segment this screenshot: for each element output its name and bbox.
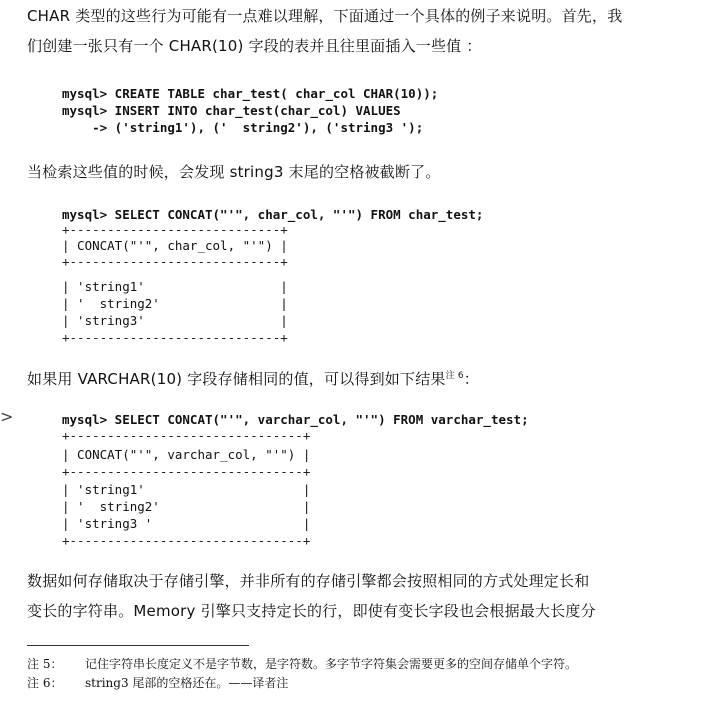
char-result-header-border: +----------------------------+ xyxy=(62,254,288,269)
paragraph-3-colon: ： xyxy=(463,370,479,388)
paragraph-4-line-2: 变长的字符串。Memory 引擎只支持定长的行，即使有变长字段也会根据最大长度分 xyxy=(27,602,596,620)
footnote-divider xyxy=(27,645,249,646)
varchar-result-bottom-border: +-------------------------------+ xyxy=(62,533,311,548)
char-result-bottom-border: +----------------------------+ xyxy=(62,330,288,345)
footnote-5-text: 记住字符串长度定义不是字节数，是字符数。多字节字符集会需要更多的空间存储单个字符。 xyxy=(85,657,578,671)
char-result-top-border: +----------------------------+ xyxy=(62,222,288,237)
paragraph-1-line-1: CHAR 类型的这些行为可能有一点难以理解，下面通过一个具体的例子来说明。首先，我 xyxy=(27,7,623,25)
char-result-row-1: | 'string1' | xyxy=(62,279,288,294)
char-result-row-2: | ' string2' | xyxy=(62,296,288,311)
char-result-header: | CONCAT("'", char_col, "'") | xyxy=(62,238,288,253)
paragraph-3 xyxy=(27,364,707,394)
paragraph-3-text: 如果用 VARCHAR(10) 字段存储相同的值，可以得到如下结果 xyxy=(27,370,446,388)
footnote-5 xyxy=(27,655,707,673)
footnote-6 xyxy=(27,674,707,692)
varchar-result-top-border: +-------------------------------+ xyxy=(62,428,311,443)
select-char-command: mysql> SELECT CONCAT("'", char_col, "'") FROM char_test; xyxy=(62,207,484,222)
varchar-result-row-3: | 'string3 ' | xyxy=(62,516,311,531)
select-varchar-command: mysql> SELECT CONCAT("'", varchar_col, "'") FROM varchar_test; xyxy=(62,412,529,427)
paragraph-1-line-2: 们创建一张只有一个 CHAR(10) 字段的表并且往里面插入一些值 ： xyxy=(27,37,482,55)
insert-values-line: -> ('string1'), (' string2'), ('string3 '); xyxy=(62,120,424,135)
varchar-result-header-border: +-------------------------------+ xyxy=(62,464,311,479)
varchar-result-header: | CONCAT("'", varchar_col, "'") | xyxy=(62,447,311,462)
create-table-command: mysql> CREATE TABLE char_test( char_col CHAR(10)); xyxy=(62,86,439,101)
paragraph-4-line-1: 数据如何存储取决于存储引擎，并非所有的存储引擎都会按照相同的方式处理定长和 xyxy=(27,572,590,590)
footnote-6-label: 注 6： xyxy=(27,676,63,690)
footnote-6-text: string3 尾部的空格还在。——译者注 xyxy=(85,676,289,690)
insert-command: mysql> INSERT INTO char_test(char_col) VALUES xyxy=(62,103,401,118)
varchar-result-row-2: | ' string2' | xyxy=(62,499,311,514)
footnote-5-label: 注 5： xyxy=(27,657,63,671)
char-result-row-3: | 'string3' | xyxy=(62,313,288,328)
margin-marker: > xyxy=(0,407,14,426)
varchar-result-row-1: | 'string1' | xyxy=(62,482,311,497)
paragraph-2: 当检索这些值的时候，会发现 string3 末尾的空格被截断了。 xyxy=(27,163,441,181)
footnote-6-reference: 注 6 xyxy=(445,371,464,381)
